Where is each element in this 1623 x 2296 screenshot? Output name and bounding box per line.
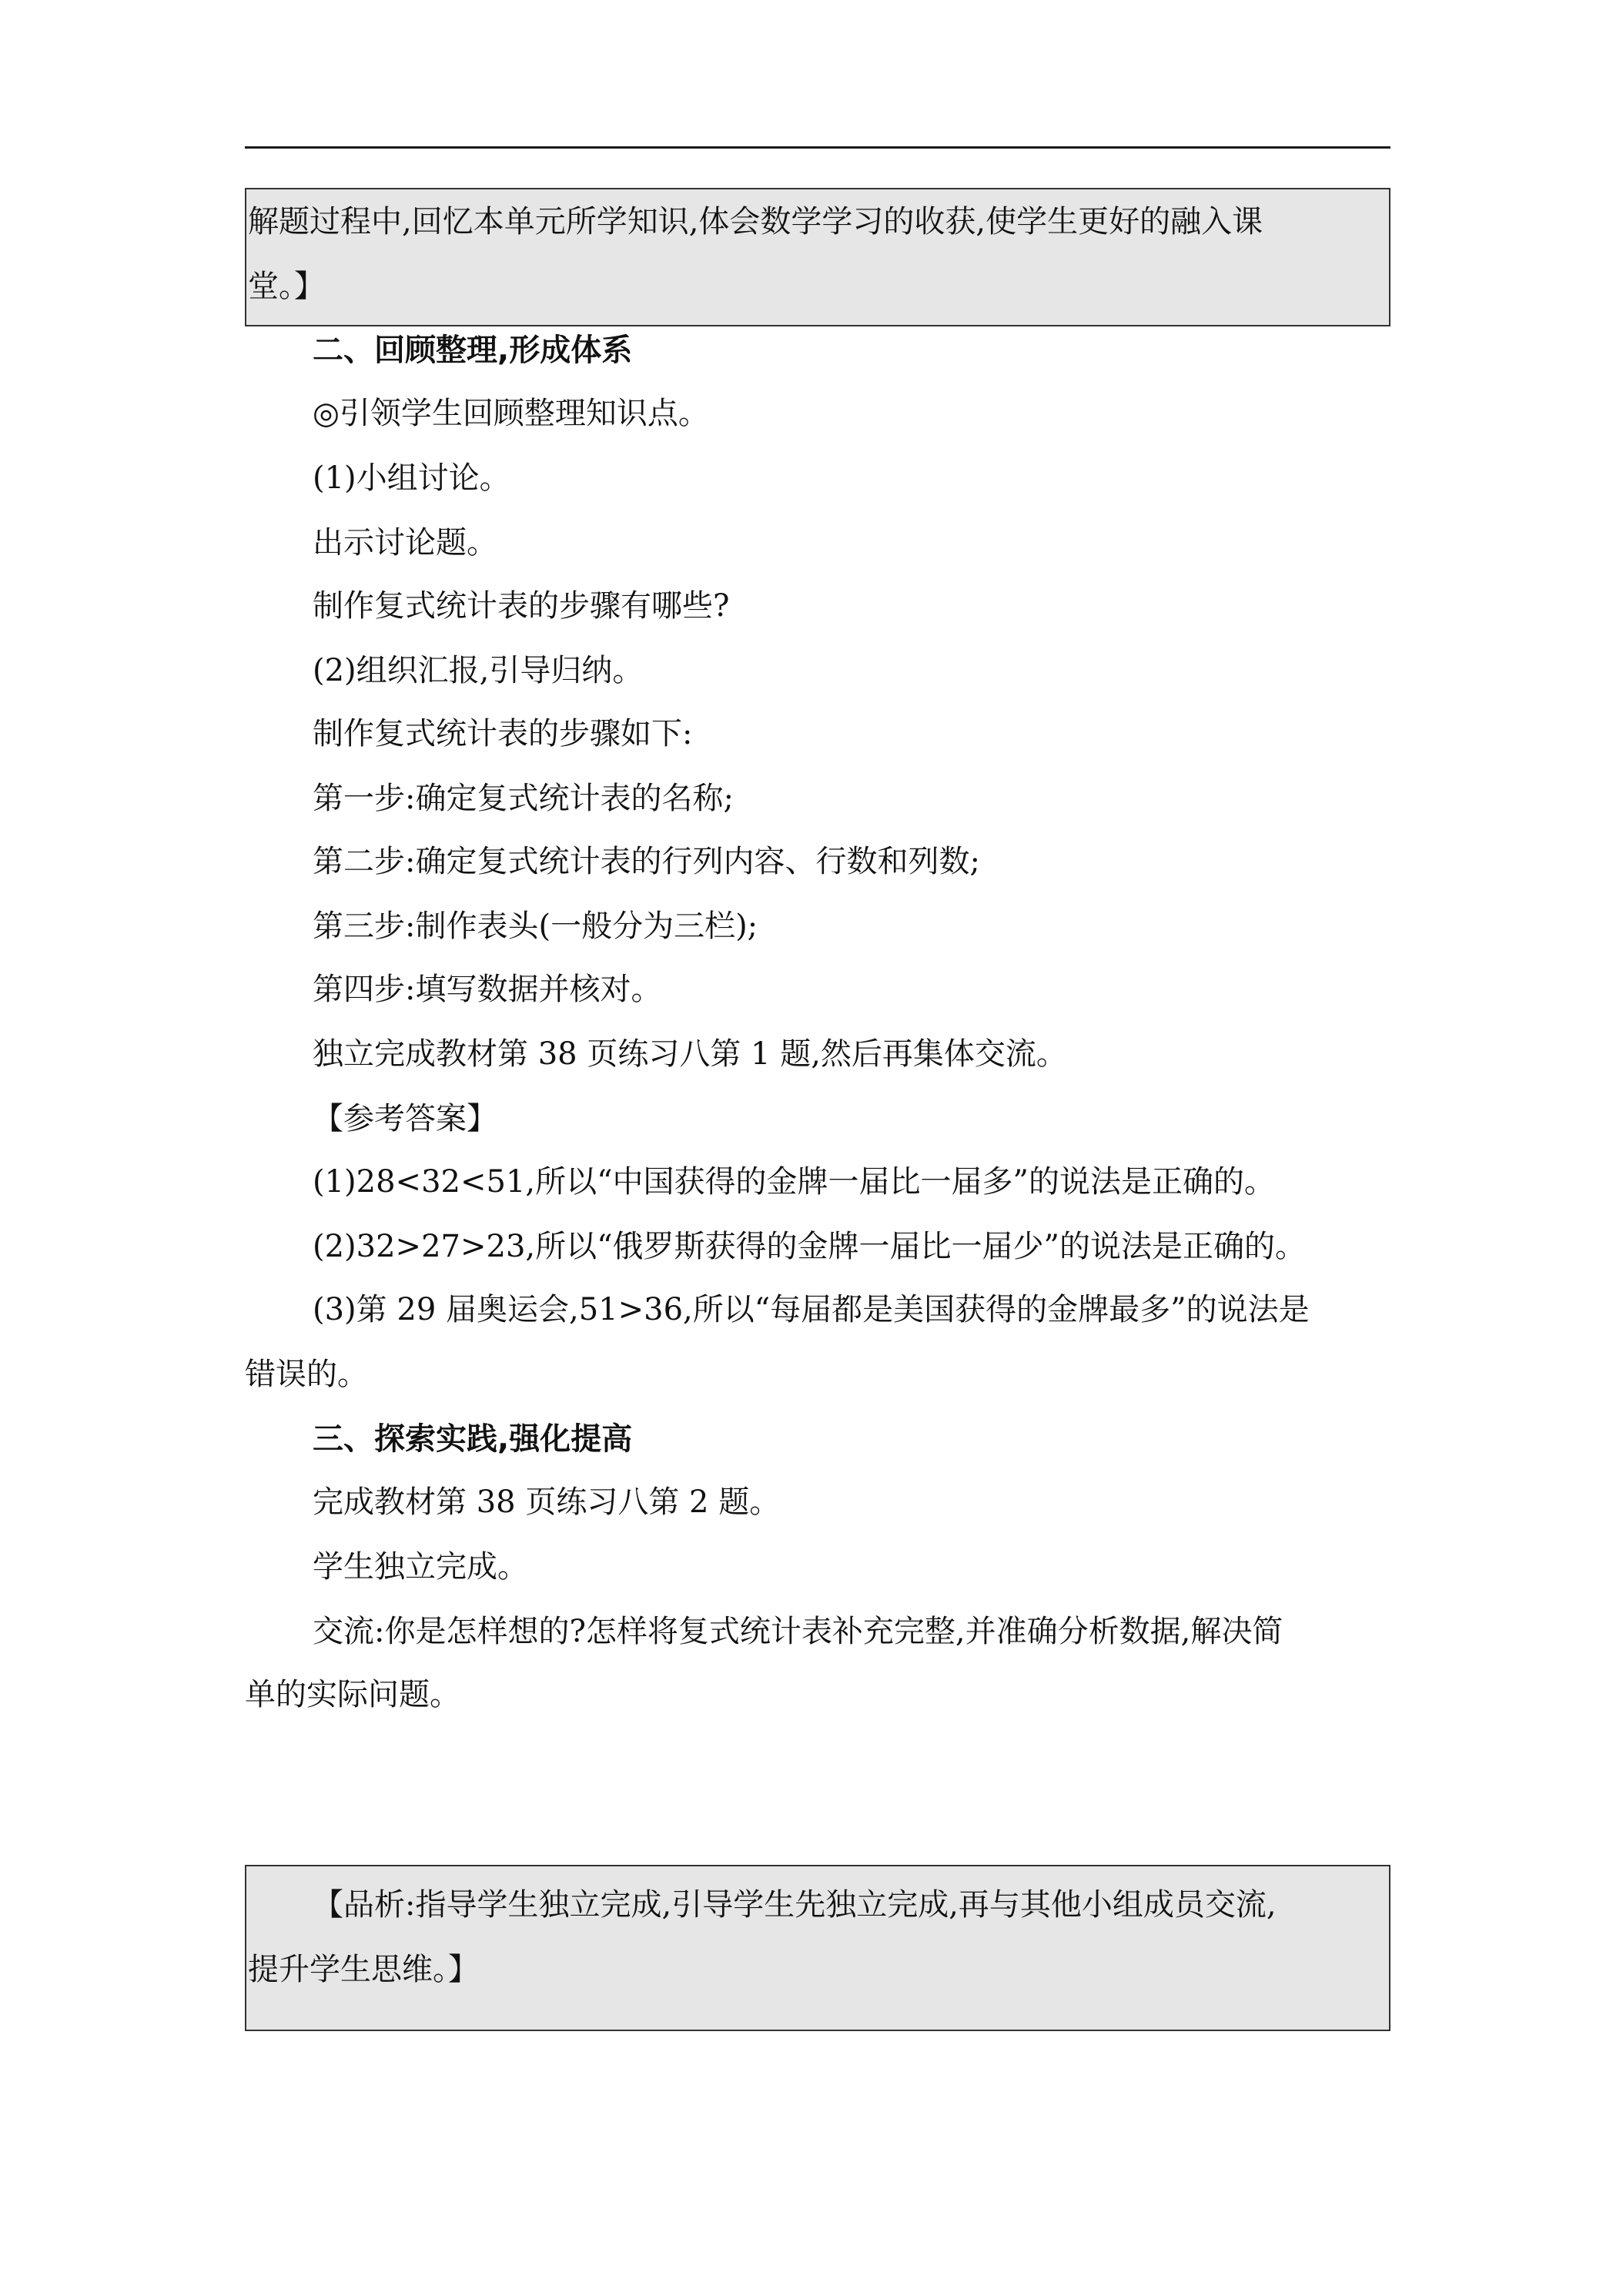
s2-step-4: 第四步:填写数据并核对。 <box>313 972 662 1007</box>
section-3-heading: 三、探索实践,强化提高 <box>313 1421 633 1457</box>
s2-paragraph-exercise: 独立完成教材第 38 页练习八第 1 题,然后再集体交流。 <box>313 1036 1067 1072</box>
s3-paragraph-3-line-1: 交流:你是怎样想的?怎样将复式统计表补充完整,并准确分析数据,解决简 <box>313 1614 1283 1649</box>
box-top-line-2: 堂。】 <box>248 269 325 304</box>
s2-answer-title: 【参考答案】 <box>313 1101 497 1136</box>
s2-answer-3-line-1: (3)第 29 届奥运会,51>36,所以“每届都是美国获得的金牌最多”的说法是 <box>313 1292 1310 1327</box>
analysis-box-bottom <box>245 1865 1390 2031</box>
s2-step-2: 第二步:确定复式统计表的行列内容、行数和列数; <box>313 844 980 879</box>
s2-step-3: 第三步:制作表头(一般分为三栏); <box>313 909 758 944</box>
s2-paragraph-3: 出示讨论题。 <box>313 525 497 561</box>
box-bottom-line-1: 【品析:指导学生独立完成,引导学生先独立完成,再与其他小组成员交流, <box>313 1887 1277 1923</box>
s3-paragraph-2: 学生独立完成。 <box>313 1549 528 1585</box>
s2-paragraph-4: 制作复式统计表的步骤有哪些? <box>313 588 730 624</box>
s2-paragraph-1: ◎引领学生回顾整理知识点。 <box>313 396 709 431</box>
section-2-heading: 二、回顾整理,形成体系 <box>313 333 633 368</box>
s2-paragraph-2: (1)小组讨论。 <box>313 460 510 496</box>
box-bottom-line-2: 提升学生思维。】 <box>248 1952 479 1987</box>
s2-answer-2: (2)32>27>23,所以“俄罗斯获得的金牌一届比一届少”的说法是正确的。 <box>313 1229 1306 1264</box>
header-rule <box>245 146 1390 149</box>
s3-paragraph-1: 完成教材第 38 页练习八第 2 题。 <box>313 1484 781 1520</box>
s2-step-1: 第一步:确定复式统计表的名称; <box>313 781 734 816</box>
s2-answer-3-line-2: 错误的。 <box>245 1357 368 1392</box>
box-top-line-1: 解题过程中,回忆本单元所学知识,体会数学学习的收获,使学生更好的融入课 <box>248 204 1263 239</box>
s2-paragraph-5: (2)组织汇报,引导归纳。 <box>313 653 644 688</box>
s2-answer-1: (1)28<32<51,所以“中国获得的金牌一届比一届多”的说法是正确的。 <box>313 1164 1275 1200</box>
s3-paragraph-3-line-2: 单的实际问题。 <box>245 1677 460 1712</box>
s2-paragraph-6: 制作复式统计表的步骤如下: <box>313 716 693 751</box>
analysis-box-top <box>245 188 1390 326</box>
